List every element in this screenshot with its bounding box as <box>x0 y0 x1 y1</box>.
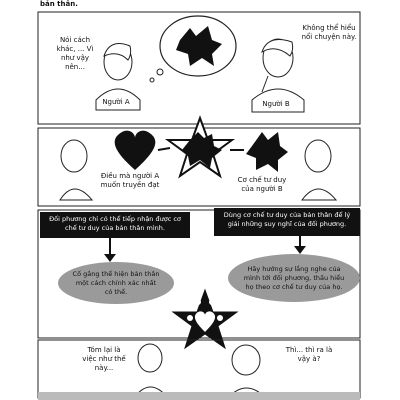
right-oval: Hãy hướng sự lắng nghe của mình tới đối phương, thấu hiểu họ theo cơ chế tư duy của họ. <box>228 254 360 302</box>
person-b-label: Người B <box>262 100 290 108</box>
person-a-label: Người A <box>102 98 130 106</box>
person-a-final <box>138 344 162 372</box>
final-b-speech: Thì... thì ra là vậy à? <box>285 346 333 363</box>
person-b-small <box>305 140 331 172</box>
left-oval: Cố gắng thể hiện bản thân một cách chính xác nhất có thể. <box>58 262 174 304</box>
left-box: Đối phương chỉ có thể tiếp nhận được cơ chế tư duy của bản thân mình. <box>40 212 190 238</box>
right-box: Dùng cơ chế tư duy của bản thân để lý giải những suy nghĩ của đối phương. <box>214 208 360 236</box>
person-a-small <box>61 140 87 172</box>
thinking-blob-icon <box>246 132 288 172</box>
person-a-speech: Nói cách khác, ... Vì như vậy nên... <box>56 36 94 71</box>
heart-caption: Điều mà người A muốn truyền đạt <box>100 172 160 189</box>
person-b-final <box>232 345 260 375</box>
person-b-speech: Không thể hiểu nổi chuyện này. <box>301 24 357 41</box>
top-text: bản thân. <box>40 0 78 8</box>
heart-icon <box>115 131 156 170</box>
thinking-caption: Cơ chế tư duy của người B <box>237 176 287 193</box>
final-a-speech: Tóm lại là việc như thế này... <box>82 346 126 372</box>
